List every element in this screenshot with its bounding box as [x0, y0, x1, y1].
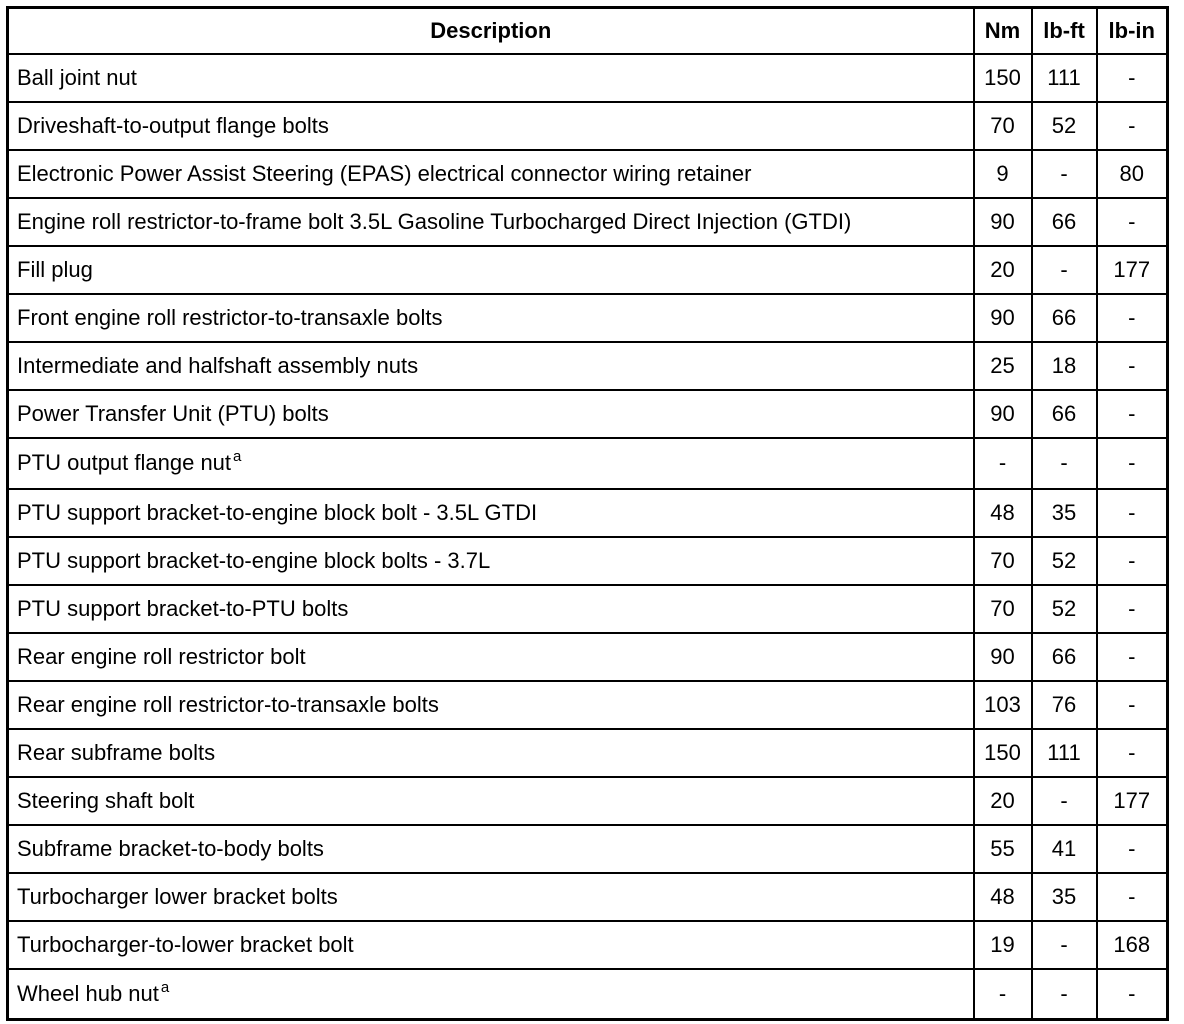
- lbin-cell: 168: [1097, 921, 1168, 969]
- table-row: [8, 729, 1168, 777]
- description-text: Rear engine roll restrictor-to-transaxle bolts: [17, 691, 439, 717]
- lbft-cell: 52: [1032, 585, 1097, 633]
- description-cell: [8, 54, 974, 102]
- table-row: [8, 342, 1168, 390]
- nm-cell: 70: [974, 537, 1032, 585]
- lbft-cell: 66: [1032, 633, 1097, 681]
- nm-cell: 70: [974, 585, 1032, 633]
- description-cell: [8, 150, 974, 198]
- lbin-cell: -: [1097, 294, 1168, 342]
- nm-cell: -: [974, 438, 1032, 489]
- description-cell: [8, 825, 974, 873]
- nm-cell: 25: [974, 342, 1032, 390]
- lbin-cell: -: [1097, 342, 1168, 390]
- lbft-cell: 52: [1032, 102, 1097, 150]
- header-row: [8, 8, 1168, 54]
- lbft-cell: -: [1032, 921, 1097, 969]
- description-cell: [8, 294, 974, 342]
- nm-cell: 19: [974, 921, 1032, 969]
- lbin-cell: -: [1097, 825, 1168, 873]
- footnote-marker: a: [233, 448, 242, 465]
- nm-cell: 48: [974, 489, 1032, 537]
- nm-cell: 9: [974, 150, 1032, 198]
- description-cell: [8, 921, 974, 969]
- lbin-cell: 80: [1097, 150, 1168, 198]
- description-cell: [8, 777, 974, 825]
- description-cell: [8, 198, 974, 246]
- description-text: Steering shaft bolt: [17, 787, 195, 813]
- lbin-cell: -: [1097, 489, 1168, 537]
- table-row: [8, 633, 1168, 681]
- nm-cell: 90: [974, 294, 1032, 342]
- lbin-cell: 177: [1097, 246, 1168, 294]
- nm-cell: 90: [974, 390, 1032, 438]
- table-row: [8, 873, 1168, 921]
- lbft-cell: -: [1032, 969, 1097, 1020]
- lbin-cell: -: [1097, 873, 1168, 921]
- column-header-lbin: lb-in: [1097, 8, 1168, 54]
- description-text: PTU output flange nut: [17, 450, 232, 475]
- description-text: PTU support bracket-to-engine block bolts - 3.7L: [17, 547, 491, 573]
- description-cell: [8, 681, 974, 729]
- table-row: [8, 825, 1168, 873]
- lbft-cell: -: [1032, 150, 1097, 198]
- lbin-cell: -: [1097, 537, 1168, 585]
- description-cell: [8, 537, 974, 585]
- description-text: Ball joint nut: [17, 64, 137, 90]
- column-header-nm: Nm: [974, 8, 1032, 54]
- description-cell: [8, 969, 974, 1020]
- description-cell: [8, 873, 974, 921]
- lbin-cell: -: [1097, 390, 1168, 438]
- lbft-cell: 66: [1032, 294, 1097, 342]
- description-text: Wheel hub nut: [17, 980, 159, 1006]
- lbin-cell: -: [1097, 102, 1168, 150]
- table-header: [8, 8, 1168, 54]
- lbft-cell: 111: [1032, 54, 1097, 102]
- description-text: Intermediate and halfshaft assembly nuts: [17, 352, 419, 378]
- table-row: [8, 777, 1168, 825]
- lbft-cell: -: [1032, 777, 1097, 825]
- lbft-cell: 18: [1032, 342, 1097, 390]
- lbft-cell: 35: [1032, 489, 1097, 537]
- description-cell: [8, 390, 974, 438]
- table-row: [8, 246, 1168, 294]
- description-text: PTU support bracket-to-engine block bolt - 3.5L GTDI: [17, 499, 538, 525]
- lbin-cell: -: [1097, 438, 1168, 489]
- lbft-cell: 52: [1032, 537, 1097, 585]
- column-header-description: Description: [8, 8, 974, 54]
- table-body: [8, 54, 1168, 1020]
- lbin-cell: -: [1097, 633, 1168, 681]
- nm-cell: 150: [974, 729, 1032, 777]
- lbin-cell: -: [1097, 198, 1168, 246]
- table-row: [8, 198, 1168, 246]
- nm-cell: 150: [974, 54, 1032, 102]
- lbft-cell: -: [1032, 438, 1097, 489]
- description-text: Driveshaft-to-output flange bolts: [17, 112, 329, 138]
- column-header-lbft: lb-ft: [1032, 8, 1097, 54]
- table-row: [8, 438, 1168, 489]
- description-text: Turbocharger lower bracket bolts: [17, 883, 338, 909]
- nm-cell: 103: [974, 681, 1032, 729]
- table-row: [8, 294, 1168, 342]
- description-text: Electronic Power Assist Steering (EPAS) electrical connector wiring retainer: [17, 160, 752, 186]
- description-cell: [8, 438, 974, 489]
- description-text: Power Transfer Unit (PTU) bolts: [17, 400, 329, 426]
- lbft-cell: 111: [1032, 729, 1097, 777]
- nm-cell: 20: [974, 246, 1032, 294]
- nm-cell: 90: [974, 633, 1032, 681]
- nm-cell: 90: [974, 198, 1032, 246]
- nm-cell: 20: [974, 777, 1032, 825]
- description-text: Fill plug: [17, 256, 93, 282]
- table-row: [8, 537, 1168, 585]
- lbin-cell: -: [1097, 54, 1168, 102]
- description-text: Rear engine roll restrictor bolt: [17, 643, 306, 669]
- description-text: PTU support bracket-to-PTU bolts: [17, 595, 349, 621]
- lbin-cell: -: [1097, 969, 1168, 1020]
- table-row: [8, 969, 1168, 1020]
- table-row: [8, 390, 1168, 438]
- lbft-cell: 76: [1032, 681, 1097, 729]
- lbin-cell: -: [1097, 585, 1168, 633]
- description-text: Engine roll restrictor-to-frame bolt 3.5L Gasoline Turbocharged Direct Injection (GTDI): [17, 208, 852, 234]
- nm-cell: 55: [974, 825, 1032, 873]
- table-row: [8, 681, 1168, 729]
- table-row: [8, 54, 1168, 102]
- lbft-cell: -: [1032, 246, 1097, 294]
- description-cell: [8, 246, 974, 294]
- description-cell: [8, 585, 974, 633]
- description-text: Front engine roll restrictor-to-transaxle bolts: [17, 304, 443, 330]
- lbft-cell: 66: [1032, 198, 1097, 246]
- nm-cell: 48: [974, 873, 1032, 921]
- lbin-cell: 177: [1097, 777, 1168, 825]
- description-cell: [8, 633, 974, 681]
- lbft-cell: 41: [1032, 825, 1097, 873]
- torque-specifications-table: [6, 6, 1169, 1021]
- table-row: [8, 102, 1168, 150]
- description-text: Subframe bracket-to-body bolts: [17, 835, 324, 861]
- description-cell: [8, 102, 974, 150]
- table-row: [8, 585, 1168, 633]
- table-row: [8, 150, 1168, 198]
- description-text: Turbocharger-to-lower bracket bolt: [17, 931, 354, 957]
- lbin-cell: -: [1097, 729, 1168, 777]
- lbft-cell: 35: [1032, 873, 1097, 921]
- description-text: Rear subframe bolts: [17, 739, 216, 765]
- footnote-marker: a: [160, 978, 170, 996]
- nm-cell: 70: [974, 102, 1032, 150]
- description-cell: [8, 489, 974, 537]
- description-cell: [8, 342, 974, 390]
- lbin-cell: -: [1097, 681, 1168, 729]
- table-row: [8, 921, 1168, 969]
- table-row: [8, 489, 1168, 537]
- nm-cell: -: [974, 969, 1032, 1020]
- description-cell: [8, 729, 974, 777]
- lbft-cell: 66: [1032, 390, 1097, 438]
